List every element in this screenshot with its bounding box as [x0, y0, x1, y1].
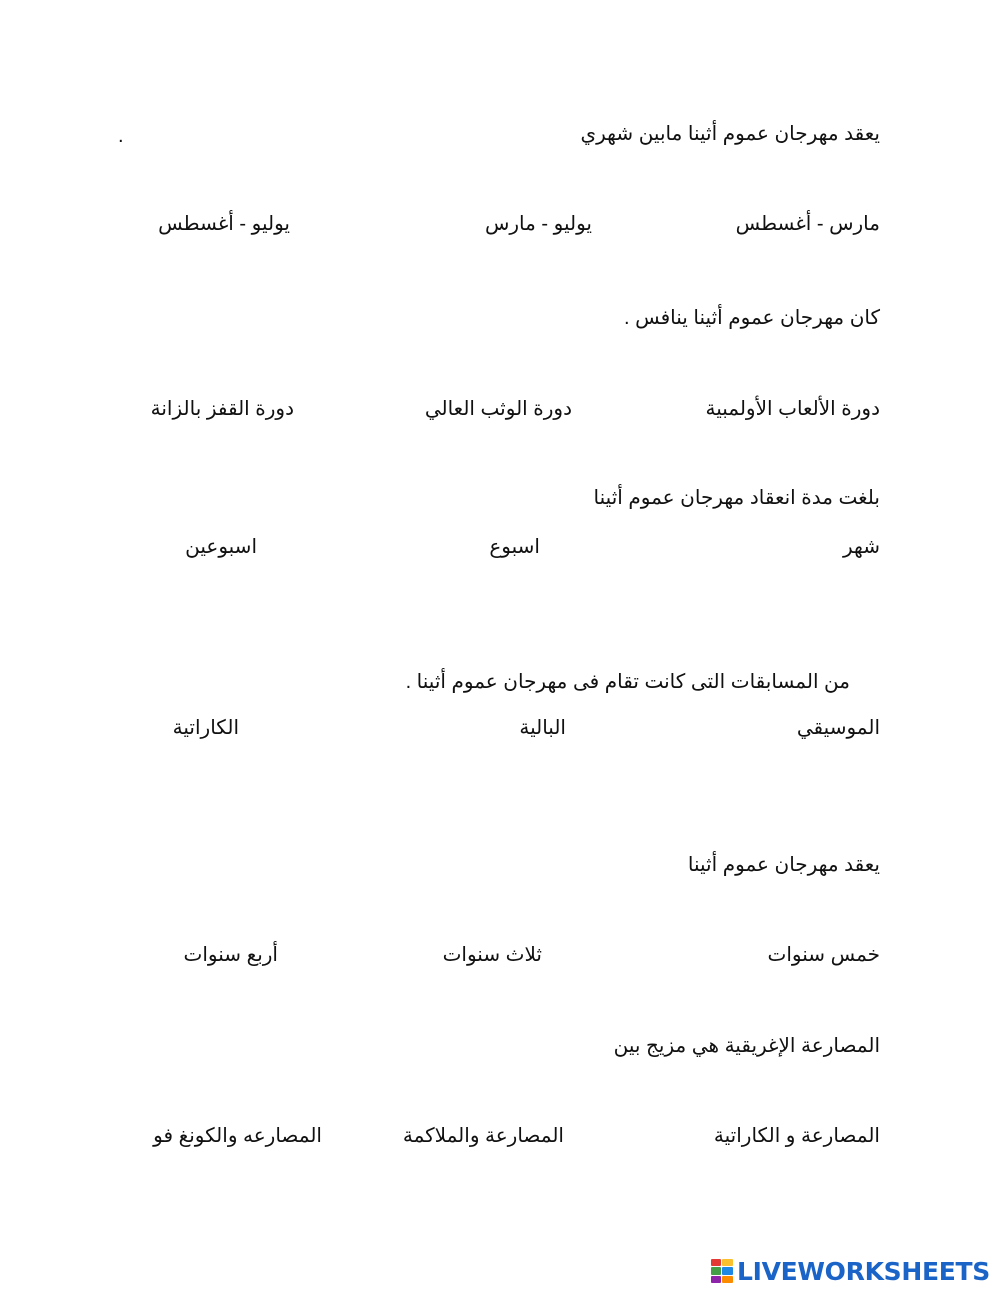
- question-5-prompt: يعقد مهرجان عموم أثينا: [687, 854, 880, 876]
- question-2-option-3[interactable]: دورة القفز بالزانة: [150, 398, 294, 420]
- question-1-option-3[interactable]: يوليو - أغسطس: [158, 213, 290, 235]
- question-6-option-3[interactable]: المصارعه والكونغ فو: [153, 1125, 322, 1147]
- question-3-option-2[interactable]: اسبوع: [489, 536, 540, 558]
- question-4-prompt: من المسابقات التى كانت تقام فى مهرجان عموم أثينا .: [405, 671, 850, 693]
- question-2-option-1[interactable]: دورة الألعاب الأولمبية: [705, 398, 880, 420]
- liveworksheets-logo-icon: [711, 1259, 733, 1283]
- question-6-prompt: المصارعة الإغريقية هي مزيج بين: [613, 1035, 880, 1057]
- question-3-prompt: بلغت مدة انعقاد مهرجان عموم أثينا: [593, 487, 880, 509]
- question-4-option-1[interactable]: الموسيقي: [796, 717, 880, 739]
- liveworksheets-brand: [711, 1256, 990, 1286]
- question-2-option-2[interactable]: دورة الوثب العالي: [424, 398, 572, 420]
- question-6-option-2[interactable]: المصارعة والملاكمة: [402, 1125, 564, 1147]
- question-4-option-3[interactable]: الكاراتية: [172, 717, 239, 739]
- question-3-option-1[interactable]: شهر: [842, 536, 880, 558]
- question-2-prompt: كان مهرجان عموم أثينا ينافس .: [623, 307, 880, 329]
- brand-wordmark: LIVEWORKSHEETS: [736, 1256, 990, 1286]
- question-1-trailing-mark: .: [118, 125, 124, 147]
- question-5-option-1[interactable]: خمس سنوات: [767, 944, 880, 966]
- question-1-prompt: يعقد مهرجان عموم أثينا مابين شهري: [580, 123, 880, 145]
- question-5-option-2[interactable]: ثلاث سنوات: [442, 944, 542, 966]
- question-3-option-3[interactable]: اسبوعين: [185, 536, 257, 558]
- question-6-option-1[interactable]: المصارعة و الكاراتية: [713, 1125, 880, 1147]
- question-5-option-3[interactable]: أربع سنوات: [183, 944, 278, 966]
- question-1-option-2[interactable]: يوليو - مارس: [484, 213, 592, 235]
- question-4-option-2[interactable]: البالية: [519, 717, 566, 739]
- question-1-option-1[interactable]: مارس - أغسطس: [735, 213, 880, 235]
